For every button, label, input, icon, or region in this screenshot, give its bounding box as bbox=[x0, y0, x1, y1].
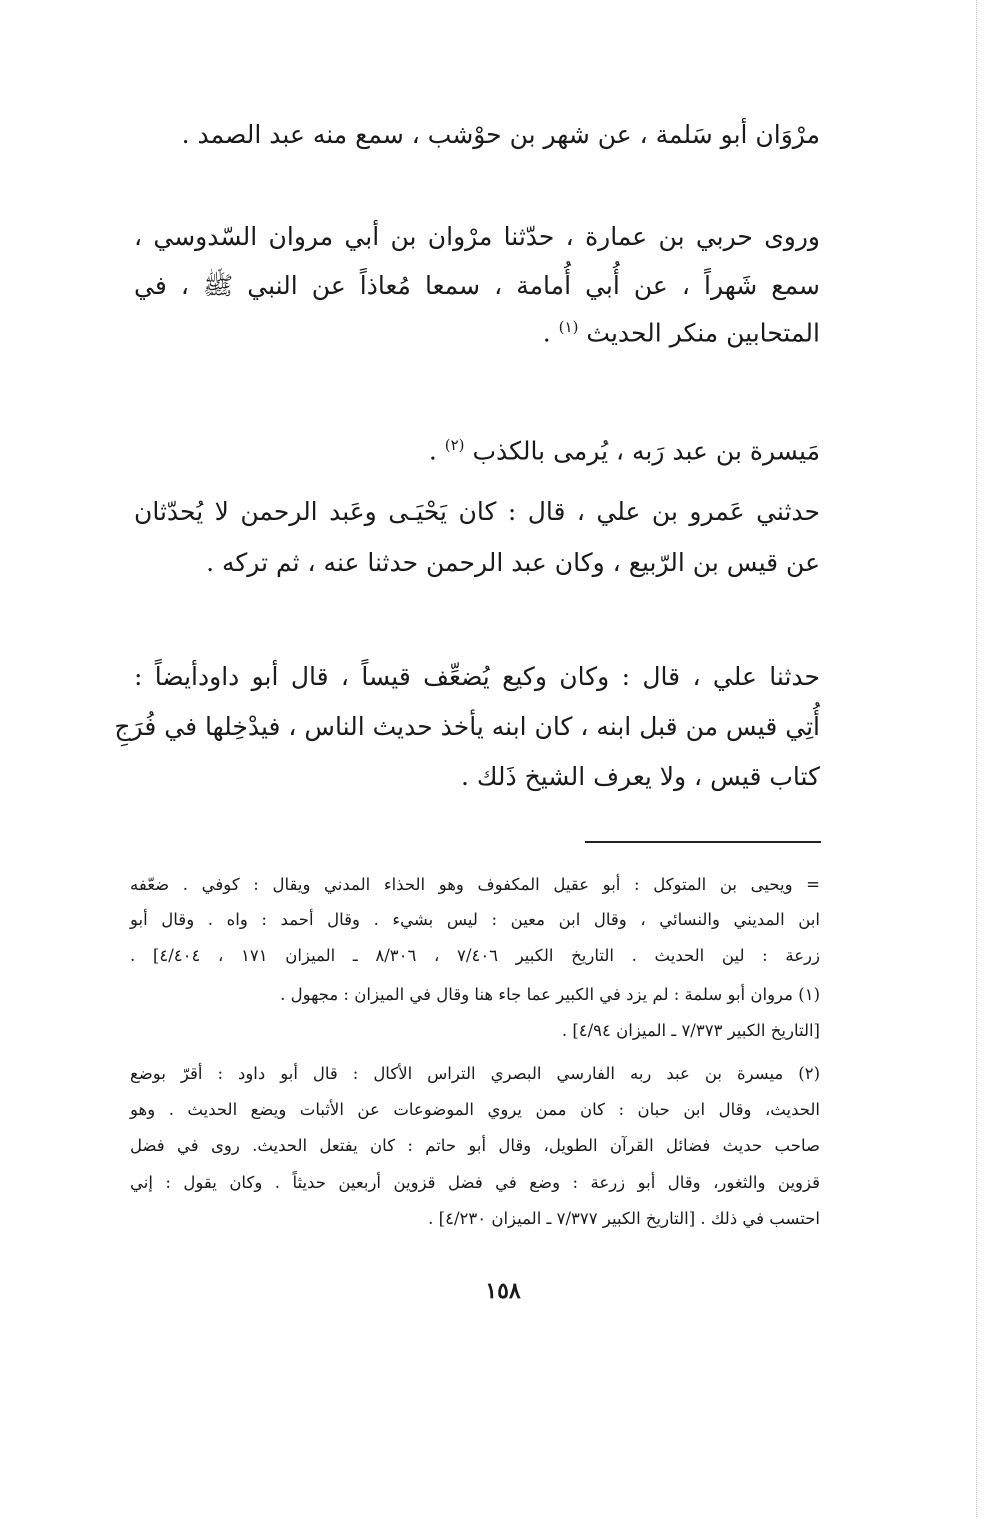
entry-maysara-end: . bbox=[428, 436, 437, 466]
entry-harbi-line-1: وروى حربي بن عمارة ، حدّثنا مرْوان بن أبي مروان السّدوسي ، bbox=[134, 222, 820, 251]
footnote-2-line-3: صاحب حديث فضائل القرآن الطويل، وقال أبو حاتم : كان يفتعل الحديث. روى في فضل bbox=[130, 1136, 820, 1155]
entry-maysara-line-1 bbox=[429, 436, 820, 465]
entry-harbi-line-3 bbox=[543, 318, 820, 347]
entry-harbi-line-2: سمع شَهراً ، عن أُبي أُمامة ، سمعا مُعاذاً عن النبي ﷺ ، في bbox=[134, 271, 820, 300]
footnote-1-line-2: [التاريخ الكبير ٧/٣٧٣ ـ الميزان ٤/٩٤] . bbox=[561, 1021, 820, 1040]
entry-harbi-end: . bbox=[542, 318, 551, 348]
entry-ali-line-1: حدثنا علي ، قال : وكان وكيع يُضعِّف قيساً ، قال أبو داودأيضاً : bbox=[134, 662, 820, 691]
entry-ali-line-3: كتاب قيس ، ولا يعرف الشيخ ذَلك . bbox=[460, 762, 820, 791]
footnote-2-line-1: (٢) ميسرة بن عبد ربه الفارسي البصري التراس الأكال : قال أبو داود : أقرّ بوضع bbox=[130, 1064, 820, 1083]
footnote-2-line-5: احتسب في ذلك . [التاريخ الكبير ٧/٣٧٧ ـ الميزان ٤/٢٣٠] . bbox=[428, 1209, 820, 1228]
footnote-line-1: = ويحيى بن المتوكل : أبو عقيل المكفوف وهو الحذاء المدني ويقال : كوفي . ضعّفه bbox=[130, 875, 820, 894]
footnote-2-line-2: الحديث، وقال ابن حبان : كان ممن يروي الموضوعات عن الأثبات ويضع الحديث . وهو bbox=[130, 1100, 820, 1119]
entry-maysara-text: مَيسرة بن عبد رَبه ، يُرمى بالكذب bbox=[472, 436, 820, 466]
footnote-ref-1: (١) bbox=[558, 318, 579, 336]
footnote-line-3: زرعة : لين الحديث . التاريخ الكبير ٧/٤٠٦ ، ٨/٣٠٦ ـ الميزان ١٧١ ، ٤/٤٠٤] . bbox=[130, 946, 820, 965]
footnote-ref-2: (٢) bbox=[444, 436, 465, 454]
entry-marwan-line-1: مرْوَان أبو سَلمة ، عن شهر بن حوْشب ، سمع منه عبد الصمد . bbox=[181, 120, 820, 149]
entry-harbi-text: المتحابين منكر الحديث bbox=[586, 318, 820, 348]
footnote-2-line-4: قزوين والثغور، وقال أبو زرعة : وضع في فضل قزوين أربعين حديثاً . وكان يقول : إني bbox=[130, 1173, 820, 1192]
entry-amr-line-2: عن قيس بن الرّبيع ، وكان عبد الرحمن حدثنا عنه ، ثم تركه . bbox=[206, 548, 820, 577]
footnote-separator bbox=[585, 841, 821, 843]
scan-edge-line bbox=[976, 0, 978, 1517]
footnote-line-2: ابن المديني والنسائي ، وقال ابن معين : ليس بشيء . وقال أحمد : واه . وقال أبو bbox=[130, 910, 820, 929]
page-number: ١٥٨ bbox=[485, 1278, 521, 1304]
entry-ali-line-2: أُتِي قيس من قبل ابنه ، كان ابنه يأخذ حديث الناس ، فيدْخِلها في فُرَجِ bbox=[114, 712, 820, 741]
footnote-1-line-1: (١) مروان أبو سلمة : لم يزد في الكبير عما جاء هنا وقال في الميزان : مجهول . bbox=[280, 985, 820, 1004]
entry-amr-line-1: حدثني عَمرو بن علي ، قال : كان يَحْيَـى وعَبد الرحمن لا يُحدّثان bbox=[134, 497, 820, 526]
